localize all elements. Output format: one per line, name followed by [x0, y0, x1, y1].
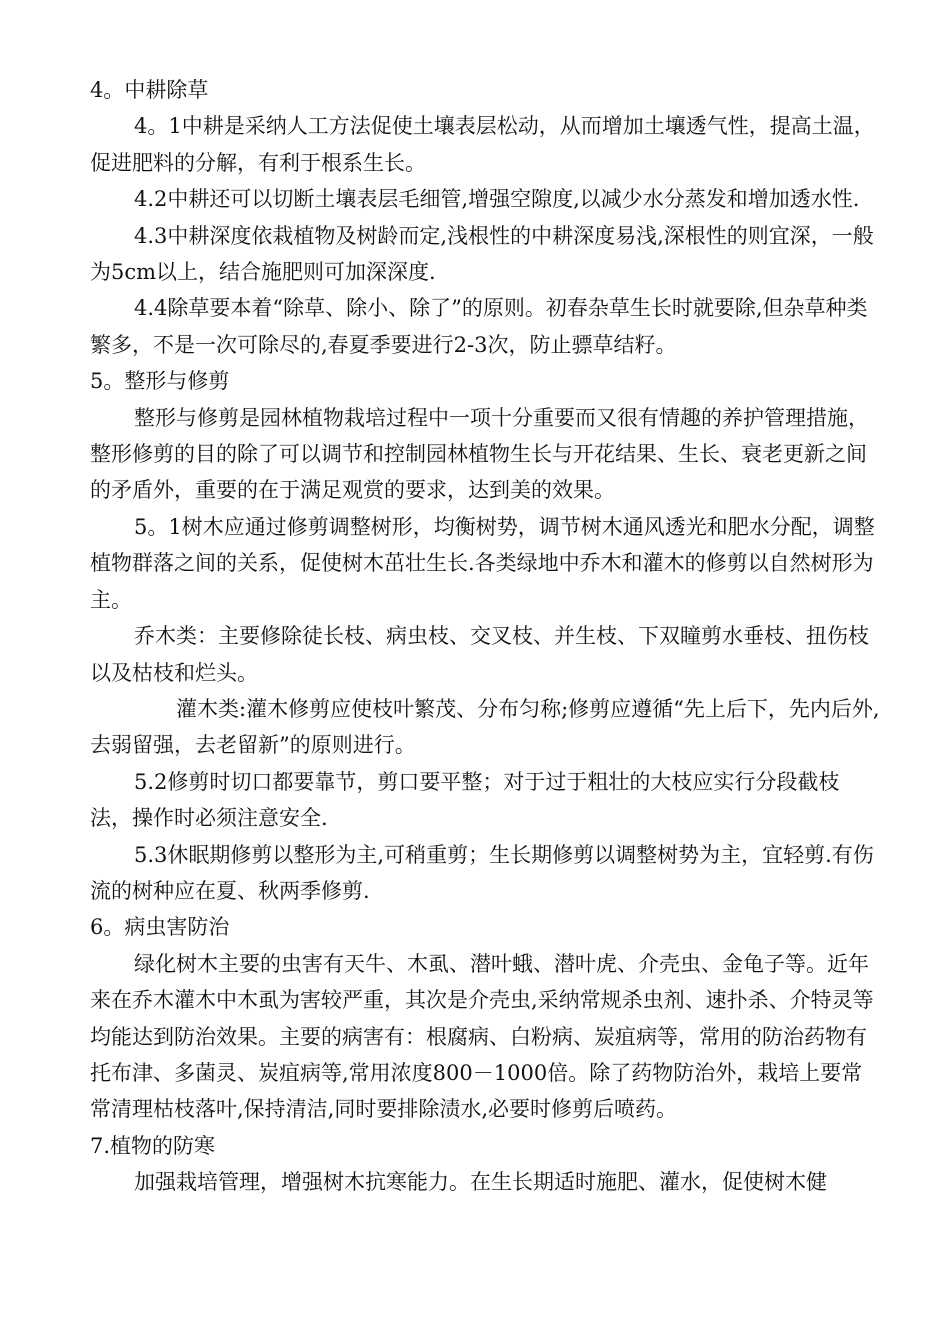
paragraph-4-1: 4。1中耕是采纳人工方法促使土壤表层松动，从而增加土壤透气性，提高土温，促进肥料的分解，有利于根系生长。	[90, 114, 875, 175]
paragraph-shrub: 灌木类:灌木修剪应使枝叶繁茂、分布匀称;修剪应遵循“先上后下，先内后外,去弱留强，去老留新”的原则进行。	[90, 696, 880, 758]
paragraph-7-cold: 加强栽培管理，增强树木抗寒能力。在生长期适时施肥、灌水，促使树木健	[134, 1170, 827, 1195]
section-heading-7: 7.植物的防寒	[90, 1133, 216, 1158]
section-heading-5: 5。整形与修剪	[90, 369, 230, 394]
paragraph-5-2: 5.2修剪时切口都要靠节，剪口要平整；对于过于粗壮的大枝应实行分段截枝法，操作时必须注意安全.	[90, 769, 840, 831]
document-body	[90, 72, 880, 1201]
paragraph-arbor: 乔木类：主要修除徒长枝、病虫枝、交叉枝、并生枝、下双瞳剪水垂枝、扭伤枝以及枯枝和烂头。	[90, 624, 869, 685]
paragraph-5-intro: 整形与修剪是园林植物栽培过程中一项十分重要而又很有情趣的养护管理措施，整形修剪的目的除了可以调节和控制园林植物生长与开花结果、生长、衰老更新之间的矛盾外，重要的在于满足观赏的要求，达到美的效果。	[90, 405, 869, 503]
paragraph-6-pests: 绿化树木主要的虫害有天牛、木虱、潜叶蛾、潜叶虎、介壳虫、金龟子等。近年来在乔木灌木中木虱为害较严重，其次是介壳虫,采纳常规杀虫剂、速扑杀、介特灵等均能达到防治效果。主要的病害有：根腐病、白粉病、炭疽病等，常用的防治药物有托布津、多菌灵、炭疽病等,常用浓度800－1000倍。除了药物防治外，栽培上要常常清理枯枝落叶,保持清洁,同时要排除渍水,必要时修剪后喷药。	[90, 951, 874, 1122]
paragraph-5-1: 5。1树木应通过修剪调整树形，均衡树势，调节树木通风透光和肥水分配，调整植物群落之间的关系，促使树木茁壮生长.各类绿地中乔木和灌木的修剪以自然树形为主。	[90, 514, 875, 612]
paragraph-4-4: 4.4除草要本着“除草、除小、除了”的原则。初春杂草生长时就要除,但杂草种类繁多，不是一次可除尽的,春夏季要进行2-3次，防止骠草结籽。	[90, 296, 868, 357]
section-heading-4: 4。中耕除草	[90, 78, 209, 102]
section-heading-6: 6。病虫害防治	[90, 915, 230, 940]
paragraph-4-3: 4.3中耕深度依栽植物及树龄而定,浅根性的中耕深度易浅,深根性的则宜深，一般为5cm以上，结合施肥则可加深深度.	[90, 223, 874, 285]
paragraph-4-2: 4.2中耕还可以切断土壤表层毛细管,增强空隙度,以减少水分蒸发和增加透水性.	[134, 187, 860, 212]
paragraph-5-3: 5.3休眠期修剪以整形为主,可稍重剪；生长期修剪以调整树势为主，宜轻剪.有伤流的树种应在夏、秋两季修剪.	[90, 842, 874, 903]
